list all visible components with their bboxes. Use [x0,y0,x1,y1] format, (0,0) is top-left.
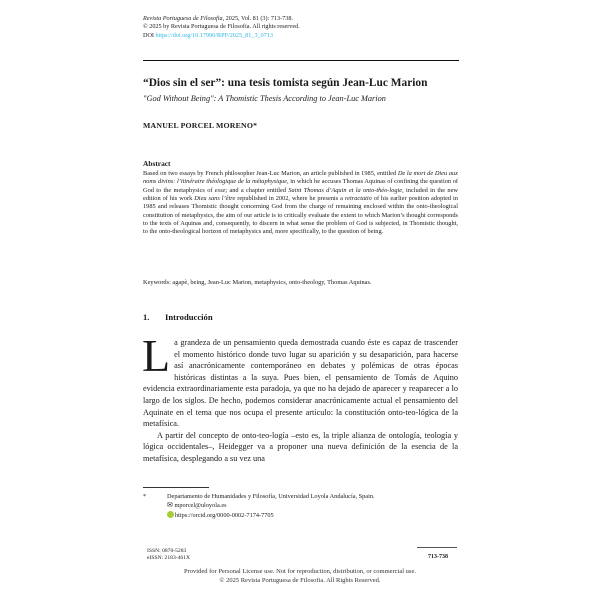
email-link[interactable]: mporcel@uloyola.es [174,502,227,510]
doi-label: DOI [143,31,154,39]
doi-link[interactable]: https://doi.org/10.17990/RPF/2025_81_3_0713 [155,31,274,39]
orcid-line [143,511,458,520]
keywords: Keywords: agapè, being, Jean-Luc Marion, metaphysics, onto-theology, Thomas Aquinas. [143,279,372,286]
header-rule [143,60,459,61]
abstract-text: ; and a chapter entitled [225,186,289,194]
citation-line [143,15,458,23]
introduction-body [142,330,458,465]
orcid-link[interactable]: https://orcid.org/0000-0002-7174-7705 [175,511,274,519]
journal-header [143,15,458,40]
author-name: MANUEL PORCEL MORENO* [143,121,258,130]
drop-cap: L [142,330,171,381]
issn-block [147,548,190,562]
abstract-italic-term: esse [214,186,226,194]
page-range-rule [417,547,457,548]
paragraph [142,330,458,430]
eissn: eISSN: 2183-461X [147,555,191,561]
license-copyright: © 2025 Revista Portuguesa de Filosofia. All Rights Reserved. [219,576,381,584]
paragraph: A partir del concepto de onto-teo-logía –esto es, la triple alianza de ontología, teología y lógica occidentales–, Heidegger va a proponer una nueva definición de la esencia de la metafísica, desplegando a su vez una [143,430,458,463]
footnote-rule [143,487,209,488]
abstract-italic-title: De la mort de Dieu aux noms divins: l’itinéraire théologique de la métaphysique [143,170,458,186]
section-title: Introducción [165,312,213,322]
abstract-italic-title: Saint Thomas d’Aquin et la onto-théo-logie [288,186,403,194]
abstract-heading: Abstract [143,159,171,168]
affiliation-line [143,493,458,501]
license-notice [140,568,460,585]
abstract-body [143,170,458,237]
footnote [143,493,458,520]
footnote-marker: * [143,493,147,500]
abstract-italic-term: retractatio [344,195,372,203]
section-number: 1. [143,312,150,322]
journal-name: Revista Portuguesa de Filosofia [143,15,223,22]
license-line: Provided for Personal License use. Not for reproduction, distribution, or commercial use. [184,568,416,575]
affiliation: Departamento de Humanidades y Filosofía, Universidad Loyola Andalucía, Spain. [167,493,375,500]
abstract-text: of his earlier position adopted in 1985 and releases Thomistic thought concerning God from the charge of remaining enclosed within the onto-theological constitution of metaphysics, the aim of our article is to critically evaluate the extent to which Marion’s thought corresponds to the texts of Aquinas and, consequently, to discern in what sense the problem of God is subjected, in Thomistic thought, to the onto-theological horizon of metaphysics and, more specifically, to the question of being. [143,195,458,236]
copyright-line: © 2025 by Revista Portuguesa de Filosofia. All rights reserved. [143,23,300,31]
page-range: 713-738 [428,554,448,560]
envelope-icon: ✉ [167,501,173,510]
citation-details: , 2025, Vol. 81 (3): 713-738. [222,15,293,22]
abstract-text: Based on two essays by French philosopher Jean-Luc Marion, an article published in 1985, entitled [143,170,398,177]
abstract-text: , in which he accuses Thomas Aquinas of confining the question of God to the metaphysics of [143,178,459,194]
article-title: “Dios sin el ser”: una tesis tomista según Jean-Luc Marion [143,77,428,89]
orcid-icon [167,511,174,518]
abstract-text: republished in 2002, where he presents a [235,195,345,203]
issn: ISSN: 0870-5283 [147,548,187,554]
article-subtitle: "God Without Being": A Thomistic Thesis According to Jean-Luc Marion [143,94,386,103]
abstract-text: , included in the new edition of his work [143,186,458,203]
section-heading [143,312,213,322]
paragraph-text: a grandeza de un pensamiento queda demostrada cuando éste es capaz de trascender el momento histórico donde tuvo lugar su aparición y su desaparición, para hacerse así anacrónicamente contemporáneo en debates y polémicas de otras épocas históricas distintas a la suya. Pues bien, el pensamiento de Tomás de Aquino evidencia extraordinariamente esta paradoja, ya que no ha dejado de aparecer y reaparecer a lo largo de los siglos. De hecho, podemos considerar anacrónicamente actual el pensamiento del Aquinate en el tema que nos ocupa el presente artículo: la constitución onto-teo-lógica de la metafísica. [143,338,458,429]
email-line [143,501,458,510]
doi-line [143,32,458,40]
abstract-italic-title: Dieu sans l’être [194,195,236,203]
